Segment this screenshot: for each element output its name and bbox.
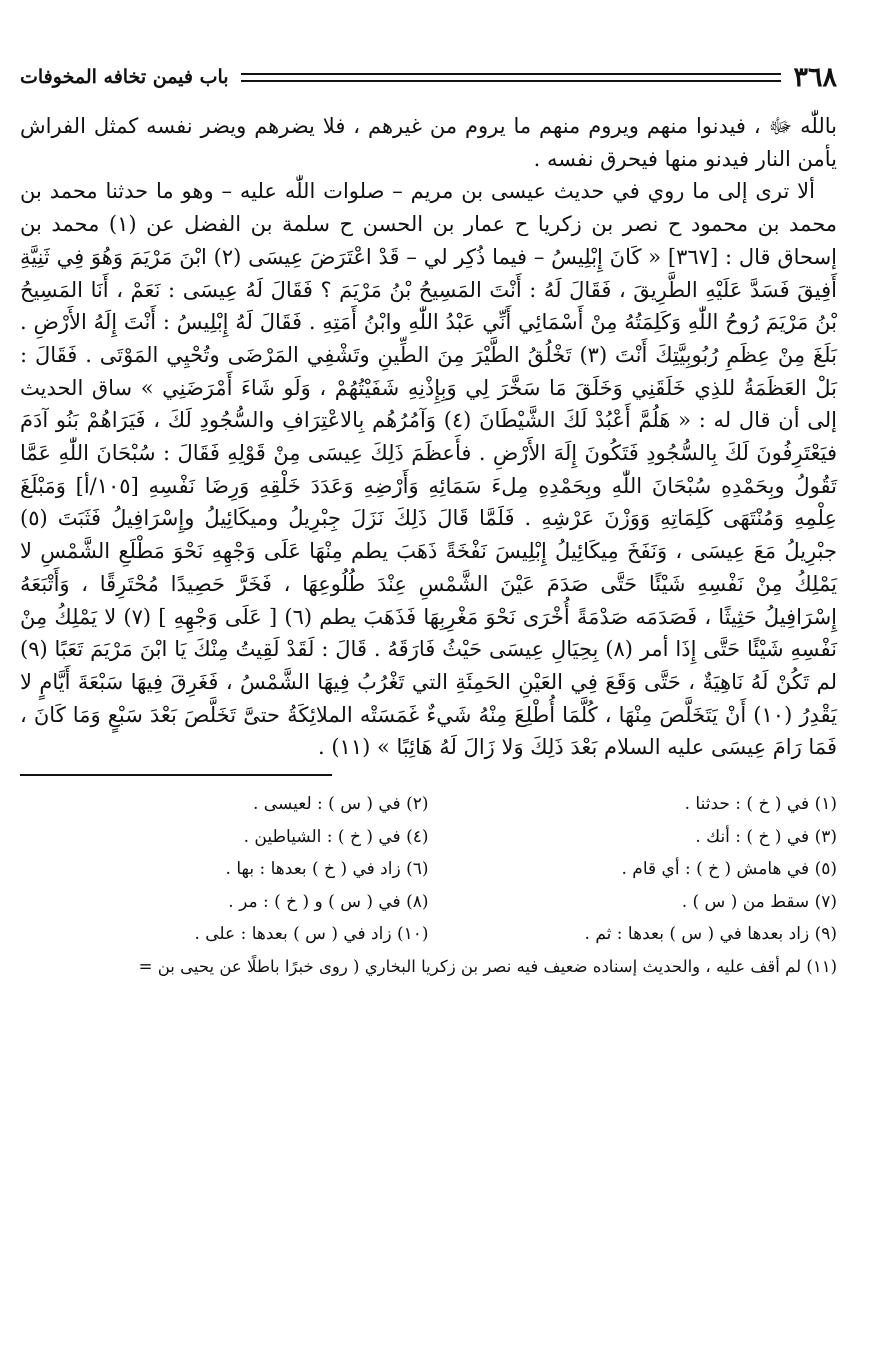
footnote: (١) في ( خ ) : حدثنا . [684, 794, 837, 815]
footnote-row [20, 886, 837, 919]
footnote: (٧) سقط من ( س ) . [681, 891, 837, 912]
footnote-row [20, 821, 837, 854]
footnote: (١٠) زاد في ( س ) بعدها : على . [194, 924, 429, 945]
paragraph: باللّٰه ﷻ ، فيدنوا منهم ويروم منهم ما يروم من غيرهم ، فلا يضرهم ويضر نفسه كمثل الفراش يأمن النار فيدنو منها فيحرق نفسه . [20, 114, 837, 171]
footnote-row [20, 853, 837, 886]
footnote: (٨) في ( س ) و ( خ ) : مر . [228, 891, 429, 912]
footnote-row [20, 788, 837, 821]
paragraph: ألا ترى إلى ما روي في حديث عيسى بن مريم – صلوات اللّٰه عليه – وهو ما حدثنا محمد بن محمد بن محمود ح نصر بن زكريا ح عمار بن الحسن ح سلمة بن الفضل عن (١) محمد بن إسحاق قال : [٣٦٧] « كَانَ إِبْلِيسُ – فيما ذُكِر لي – قَدْ اعْتَرَضَ عِيسَى (٢) ابْنَ مَرْيَمَ وَهُوَ فِي ثَنِيَّةِ أَفِيقَ فَسَدَّ عَلَيْهِ الطَّرِيقَ ، فَقَالَ لَهُ : أَنْتَ المَسِيحُ بْنُ مَرْيَمَ ؟ فَقَالَ لَهُ عِيسَى : نَعَمْ ، أَنَا المَسِيحُ بْنُ مَرْيَمَ رُوحُ اللّٰهِ وَكَلِمَتُهُ مِنْ أَسْمَائِي أَنِّي عَبْدُ اللّٰهِ وابْنُ أَمَتِهِ . فَقَالَ لَهُ إِبْلِيسُ : أَنْتَ إِلَهُ الأَرْضِ . بَلَغَ مِنْ عِظَمِ رُبُوبِيَّتِكَ أَنْتَ (٣) تَخْلُقُ الطَّيْرَ مِنَ الطِّينِ وتَشْفِي المَرْضَى وتُحْيِي المَوْتَى . فَقَالَ : بَلْ العَظَمَةُ للذِي خَلَقَنِي وَخَلَقَ مَا سَخَّرَ لِي وَبِإِذْنِهِ شَفَيْتُهُمْ ، وَلَو شَاءَ أَمْرَضَنِي » ساق الحديث إلى أن قال له : « هَلُمَّ أَعْبُدْ لَكَ الشَّيْطَانَ (٤) وَآمُرُهُم بِالاعْتِرَافِ والسُّجُودِ لَكَ ، فَيَرَاهُمْ بَنُو آدَمَ فيَعْتَرِفُونَ لَكَ بِالسُّجُودِ فَتَكُونَ إِلَهَ الأَرْضِ . فأَعظَمَ ذَلِكَ عِيسَى مِنْ قَوْلِهِ فَقَالَ : سُبْحَانَ اللّٰهِ عَمَّا تَقُولُ وبِحَمْدِهِ سُبْحَانَ اللّٰهِ وبِحَمْدِهِ مِلءَ سَمَائِهِ وَأَرْضِهِ وَعَدَدَ خَلْقِهِ وَرِضَا نَفْسِهِ [١٠٥/أ] وَمَبْلَغَ عِلْمِهِ وَمُنْتَهَى كَلِمَاتِهِ وَوَزْنَ عَرْشِهِ . فَلَمَّا قَالَ ذَلِكَ نَزَلَ جِبْرِيلُ وميكَائِيلُ وإِسْرَافِيلُ فَثَبَتَ (٥) جبْرِيلُ مَعَ عِيسَى ، وَنَفَخَ مِيكَائِيلُ إِبْلِيسَ نَفْخَةً ذَهَبَ يطم مِنْهَا عَلَى وَجْهِهِ نَحْوَ مَطْلَعِ الشَّمْسِ لا يَمْلِكُ مِنْ نَفْسِهِ شَيْئًا حَتَّى صَدَمَ عَيْنَ الشَّمْسِ عِنْدَ طُلُوعِهَا ، فَخَرَّ حَصِيدًا مُحْتَرِقًا ، وَأَتْبَعَهُ إِسْرَافِيلُ حَثِيثًا ، فَصَدَمَه صَدْمَةً أُخْرَى نَحْوَ مَغْرِبِهَا فَذَهَبَ يطم (٦) [ عَلَى وَجْهِهِ ] (٧) لا يَمْلِكُ مِنْ نَفْسِهِ شَيْئًا حَتَّى إِذَا أمر (٨) بِحِيَالِ عِيسَى حَيْثُ فَارَقَهُ . قَالَ : لَقَدْ لَقِيتُ مِنْكَ يَا ابْنَ مَرْيَمَ تَعَبًا (٩) لم تَكُنْ لَهُ نَاهِيَةٌ ، حَتَّى وَقَعَ فِي العَيْنِ الحَمِئَةِ التي تَغْرُبُ فِيهَا الشَّمْسُ ، فَغَرِقَ فِيهَا سَبْعَةَ أَيَّامٍ لا يَقْدِرُ (١٠) أَنْ يَتَخَلَّصَ مِنْهَا ، كُلَّمَا أُطْلِعَ مِنْهُ شَيءٌ غَمَسَتْه الملائِكَةُ حتىَّ تَخَلَّصَ بَعْدَ سَبْعٍ وَمَا كَانَ ، فَمَا رَامَ عِيسَى عليه السلام بَعْدَ ذَلِكَ وَلا زَالَ لَهُ هَائِبًا » (١١) . [20, 179, 838, 760]
footnote: (٣) في ( خ ) : أنك . [695, 826, 837, 847]
footnotes [20, 788, 837, 983]
main-text [20, 110, 837, 764]
footnote-separator [20, 774, 332, 776]
footnote-row [20, 918, 837, 951]
footnote: (٩) زاد بعدها في ( س ) بعدها : ثم . [584, 924, 837, 945]
footnote: (٤) في ( خ ) : الشياطين . [243, 826, 429, 847]
footnote: (١١) لم أقف عليه ، والحديث إسناده ضعيف فيه نصر بن زكريا البخاري ( روى خبرًا باطلًا عن يحيى بن = [138, 957, 837, 977]
header-double-rule [241, 73, 782, 82]
footnote: (٦) زاد في ( خ ) بعدها : بها . [225, 859, 429, 880]
page-number: ٣٦٨ [793, 61, 837, 93]
chapter-title: باب فيمن تخافه المخوفات [20, 66, 229, 88]
footnote: (٢) في ( س ) : لعيسى . [252, 794, 429, 815]
page-header [20, 58, 837, 96]
footnote: (٥) في هامش ( خ ) : أي قام . [621, 859, 837, 880]
